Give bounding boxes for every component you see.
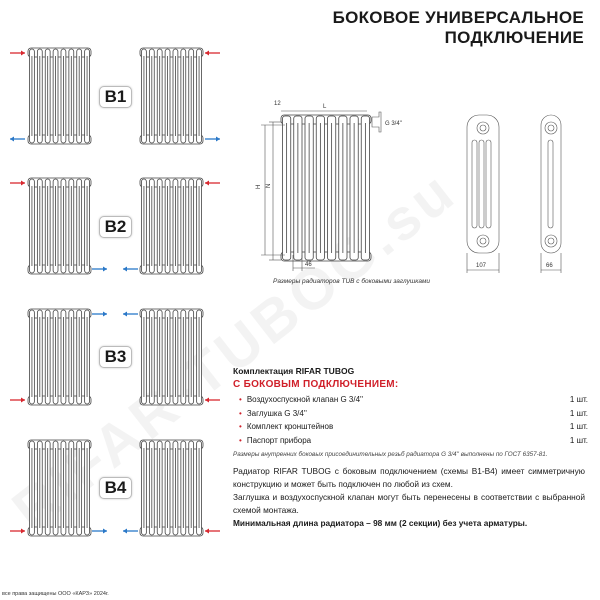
description-p3: Минимальная длина радиатора – 98 мм (2 секции) без учета арматуры. <box>233 518 528 528</box>
scheme-label-b2: B2 <box>99 216 132 238</box>
dim-66: 66 <box>546 263 553 269</box>
bullet-icon: • <box>239 435 242 445</box>
return-arrow-icon <box>123 529 138 534</box>
radiator-icon <box>28 178 91 274</box>
kit-item <box>233 393 588 407</box>
thread-label: G 3/4'' <box>385 121 402 127</box>
kit-item-qty: 1 шт. <box>569 395 588 405</box>
description <box>233 465 585 530</box>
dim-n: N <box>266 183 272 188</box>
radiator-icon <box>28 48 91 144</box>
kit-subheading: С БОКОВЫМ ПОДКЛЮЧЕНИЕМ: <box>233 379 399 390</box>
scheme-label-b1: B1 <box>99 86 132 108</box>
return-arrow-icon <box>10 137 25 142</box>
supply-arrow-icon <box>205 51 220 56</box>
kit-item-name <box>239 395 363 404</box>
return-arrow-icon <box>123 267 138 272</box>
kit-item-name <box>239 409 307 418</box>
supply-arrow-icon <box>10 529 25 534</box>
dim-46: 46 <box>305 262 312 268</box>
bullet-icon: • <box>239 408 242 418</box>
kit-heading: Комплектация RIFAR TUBOG <box>233 366 355 376</box>
supply-arrow-icon <box>205 398 220 403</box>
supply-arrow-icon <box>205 181 220 186</box>
dim-12: 12 <box>274 101 281 107</box>
page-title <box>333 8 584 48</box>
kit-item-qty: 1 шт. <box>569 408 588 418</box>
return-arrow-icon <box>92 267 107 272</box>
return-arrow-icon <box>123 312 138 317</box>
radiator-icon <box>28 440 91 536</box>
kit-list <box>233 393 588 447</box>
return-arrow-icon <box>92 529 107 534</box>
radiator-icon <box>140 440 203 536</box>
kit-item-name <box>239 436 311 445</box>
dim-107: 107 <box>476 263 487 269</box>
radiator-front-view <box>281 115 371 261</box>
dimension-drawing <box>255 95 595 280</box>
dim-h: H <box>256 184 262 189</box>
supply-arrow-icon <box>205 529 220 534</box>
kit-item-qty: 1 шт. <box>569 422 588 432</box>
kit-item <box>233 420 588 434</box>
description-p2: Заглушка и воздухоспускной клапан могут быть перенесены в соответствии с выбранной схемой монтажа. <box>233 492 585 515</box>
kit-item-label: Воздухоспускной клапан G 3/4'' <box>246 395 364 405</box>
radiator-icon <box>140 309 203 405</box>
kit-item <box>233 407 588 421</box>
kit-item-label: Комплект кронштейнов <box>246 422 334 432</box>
title-line-2: ПОДКЛЮЧЕНИЕ <box>444 28 584 47</box>
bullet-icon: • <box>239 422 242 432</box>
kit-item <box>233 434 588 448</box>
kit-item-label: Заглушка G 3/4'' <box>246 408 307 418</box>
kit-item-qty: 1 шт. <box>569 435 588 445</box>
copyright: все права защищены ООО «КАРЗ» 2024г. <box>2 591 109 597</box>
dim-l: L <box>323 104 327 110</box>
return-arrow-icon <box>205 137 220 142</box>
return-arrow-icon <box>92 312 107 317</box>
kit-note: Размеры внутренних боковых присоединительных резьб радиатора G 3/4'' выполнены по ГОСТ 6357-81. <box>233 451 548 458</box>
kit-item-name <box>239 422 333 431</box>
kit-item-label: Паспорт прибора <box>246 435 312 445</box>
title-line-1: БОКОВОЕ УНИВЕРСАЛЬНОЕ <box>332 8 584 27</box>
bullet-icon: • <box>239 395 242 405</box>
scheme-label-b3: B3 <box>99 346 132 368</box>
radiator-icon <box>140 178 203 274</box>
supply-arrow-icon <box>10 181 25 186</box>
radiator-icon <box>140 48 203 144</box>
scheme-label-b4: B4 <box>99 477 132 499</box>
drawing-caption: Размеры радиаторов TUB с боковыми заглушками <box>273 278 431 285</box>
supply-arrow-icon <box>10 398 25 403</box>
radiator-icon <box>281 115 371 261</box>
radiator-icon <box>28 309 91 405</box>
description-p1: Радиатор RIFAR TUBOG с боковым подключением (схемы B1-B4) имеет симметричную конструкцию и может быть подключен по любой из схем. <box>233 466 585 489</box>
kit-section <box>233 366 588 458</box>
supply-arrow-icon <box>10 51 25 56</box>
